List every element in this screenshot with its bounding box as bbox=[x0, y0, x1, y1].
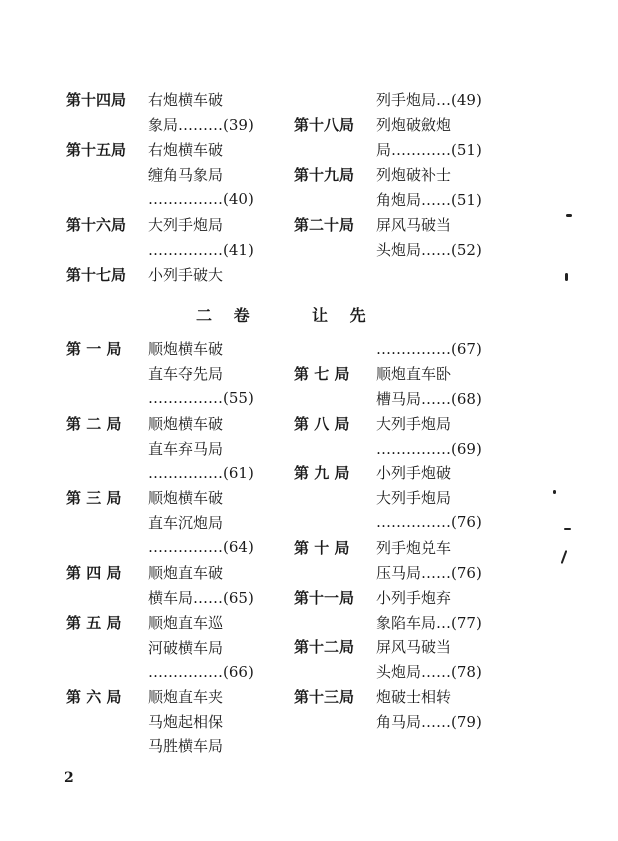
game-title-line: 槽马局……(68) bbox=[376, 389, 482, 408]
game-title-line: ……………(40) bbox=[148, 190, 254, 208]
game-title-line: 屏风马破当 bbox=[376, 216, 452, 234]
game-number: 第 一 局 bbox=[66, 340, 122, 358]
game-title-line: 小列手炮破 bbox=[376, 464, 452, 482]
game-title-line: ……………(66) bbox=[148, 663, 254, 681]
game-title-line: ……………(64) bbox=[148, 538, 254, 556]
game-number: 第十八局 bbox=[294, 116, 355, 134]
game-number: 第 十 局 bbox=[294, 539, 350, 557]
game-number: 第 八 局 bbox=[294, 415, 350, 433]
game-number: 第 四 局 bbox=[66, 564, 122, 582]
game-number: 第十七局 bbox=[66, 266, 127, 284]
game-title-line: 右炮横车破 bbox=[148, 141, 224, 159]
game-title-line: 顺炮直车破 bbox=[148, 564, 224, 582]
game-number: 第十四局 bbox=[66, 91, 127, 109]
game-title-line: 小列手破大 bbox=[148, 266, 224, 284]
game-title-line: 大列手炮局 bbox=[376, 488, 452, 507]
game-title-line: 屏风马破当 bbox=[376, 638, 452, 656]
game-title-line: 大列手炮局 bbox=[376, 415, 452, 433]
game-number: 第十九局 bbox=[294, 166, 355, 184]
game-number: 第十五局 bbox=[66, 141, 127, 159]
game-number: 第 五 局 bbox=[66, 614, 122, 632]
game-title-line: 顺炮直车巡 bbox=[148, 614, 224, 632]
game-title-line: ……………(67) bbox=[376, 340, 482, 358]
game-title-line: 马炮起相保 bbox=[148, 712, 224, 731]
game-title-line: 列炮破补士 bbox=[376, 166, 452, 184]
game-title-line: 列手炮兑车 bbox=[376, 539, 452, 557]
game-number: 第 六 局 bbox=[66, 688, 122, 706]
game-title-line: 右炮横车破 bbox=[148, 91, 224, 109]
game-title-line: ……………(55) bbox=[148, 389, 254, 407]
game-number: 第 三 局 bbox=[66, 489, 122, 507]
game-number: 第 二 局 bbox=[66, 415, 122, 433]
game-title-line: 顺炮横车破 bbox=[148, 489, 224, 507]
game-title-line: 角炮局……(51) bbox=[376, 190, 482, 209]
game-title-line: 象局………(39) bbox=[148, 115, 254, 134]
game-title-line: 顺炮横车破 bbox=[148, 415, 224, 433]
game-title-line: 顺炮横车破 bbox=[148, 340, 224, 358]
game-title-line: 头炮局……(78) bbox=[376, 662, 482, 681]
game-title-line: 直车弃马局 bbox=[148, 439, 224, 458]
game-title-line: 压马局……(76) bbox=[376, 563, 482, 582]
game-title-line: ……………(61) bbox=[148, 464, 254, 482]
game-number: 第十二局 bbox=[294, 638, 355, 656]
game-number: 第十六局 bbox=[66, 216, 127, 234]
game-title-line: 顺炮直车卧 bbox=[376, 365, 452, 383]
game-title-line: 直车夺先局 bbox=[148, 364, 224, 383]
game-title-line: 头炮局……(52) bbox=[376, 240, 482, 259]
game-number: 第 九 局 bbox=[294, 464, 350, 482]
scan-speck bbox=[561, 550, 568, 564]
game-title-line: 炮破士相转 bbox=[376, 688, 452, 706]
game-title-line: 局…………(51) bbox=[376, 140, 482, 159]
game-title-line: 直车沉炮局 bbox=[148, 513, 224, 532]
scan-speck bbox=[553, 490, 556, 494]
game-title-line: ……………(69) bbox=[376, 439, 482, 458]
game-title-line: 小列手炮弃 bbox=[376, 589, 452, 607]
scan-speck bbox=[566, 214, 572, 217]
game-number: 第二十局 bbox=[294, 216, 355, 234]
game-title-line: 大列手炮局 bbox=[148, 216, 224, 234]
game-title-line: 马胜横车局 bbox=[148, 737, 224, 755]
game-title-line: 角马局……(79) bbox=[376, 712, 482, 731]
game-title-line: 横车局……(65) bbox=[148, 588, 254, 607]
game-title-line: 列炮破斂炮 bbox=[376, 116, 452, 134]
scan-speck bbox=[564, 528, 571, 530]
game-title-line: ……………(41) bbox=[148, 240, 254, 259]
game-title-line: 顺炮直车夹 bbox=[148, 688, 224, 706]
scan-speck bbox=[565, 273, 568, 281]
game-title-line: 河破横车局 bbox=[148, 638, 224, 657]
game-title-line: 缠角马象局 bbox=[148, 165, 224, 184]
game-title-line: 象陷车局…(77) bbox=[376, 613, 482, 632]
game-title-line: ……………(76) bbox=[376, 513, 482, 531]
game-number: 第十三局 bbox=[294, 688, 355, 706]
game-number: 第十一局 bbox=[294, 589, 355, 607]
volume-heading-right: 让 先 bbox=[312, 306, 374, 325]
game-title-line: 列手炮局…(49) bbox=[376, 91, 482, 109]
game-number: 第 七 局 bbox=[294, 365, 350, 383]
page-number: 2 bbox=[64, 770, 74, 786]
volume-heading-left: 二 卷 bbox=[196, 306, 258, 325]
